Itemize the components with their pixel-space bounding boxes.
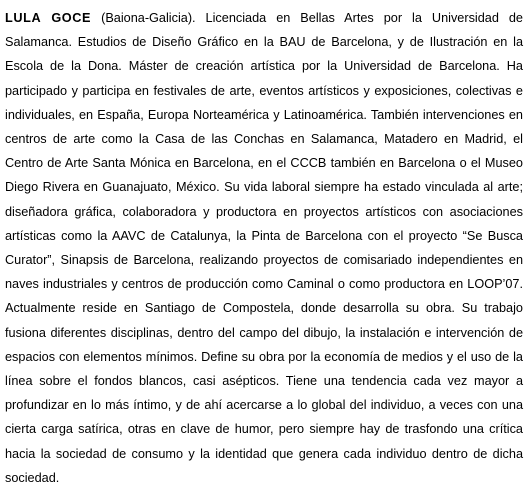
biography-paragraph — [5, 6, 523, 490]
biography-text: (Baiona-Galicia). Licenciada en Bellas Artes por la Universidad de Salamanca. Estudios de Diseño Gráfico en la BAU de Barcelona, y de Ilustración en la Escola de la Dona. Máster de creación artística por la Universidad de Barcelona. Ha participado y participa en festivales de arte, eventos artísticos y exposiciones, colectivas e individuales, en España, Europa Norteamérica y Latinoamérica. También intervenciones en centros de arte como la Casa de las Conchas en Salamanca, Matadero en Madrid, el Centro de Arte Santa Mónica en Barcelona, en el CCCB también en Barcelona o el Museo Diego Rivera en Guanajuato, México. Su vida laboral siempre ha estado vinculada al arte; diseñadora gráfica, colaboradora y productora en proyectos artísticos con asociaciones artísticas como la AAVC de Catalunya, la Pinta de Barcelona con el proyecto “Se Busca Curator”, Sinapsis de Barcelona, realizando proyectos de comisariado independientes en naves industriales y centros de producción como Caminal o como productora en LOOP’07. Actualmente reside en Santiago de Compostela, donde desarrolla su obra. Su trabajo fusiona diferentes disciplinas, dentro del campo del dibujo, la instalación e intervención de espacios con elementos mínimos. Define su obra por la economía de medios y el uso de la línea sobre el fondos blancos, casi asépticos. Tiene una tendencia cada vez mayor a profundizar en lo más íntimo, y de ahí acercarse a lo global del individuo, a veces con una cierta carga satírica, otras en clave de humor, pero siempre hay de trasfondo una crítica hacia la sociedad de consumo y la identidad que genera cada individuo dentro de dicha sociedad. — [5, 11, 523, 485]
artist-name: LULA GOCE — [5, 11, 92, 25]
